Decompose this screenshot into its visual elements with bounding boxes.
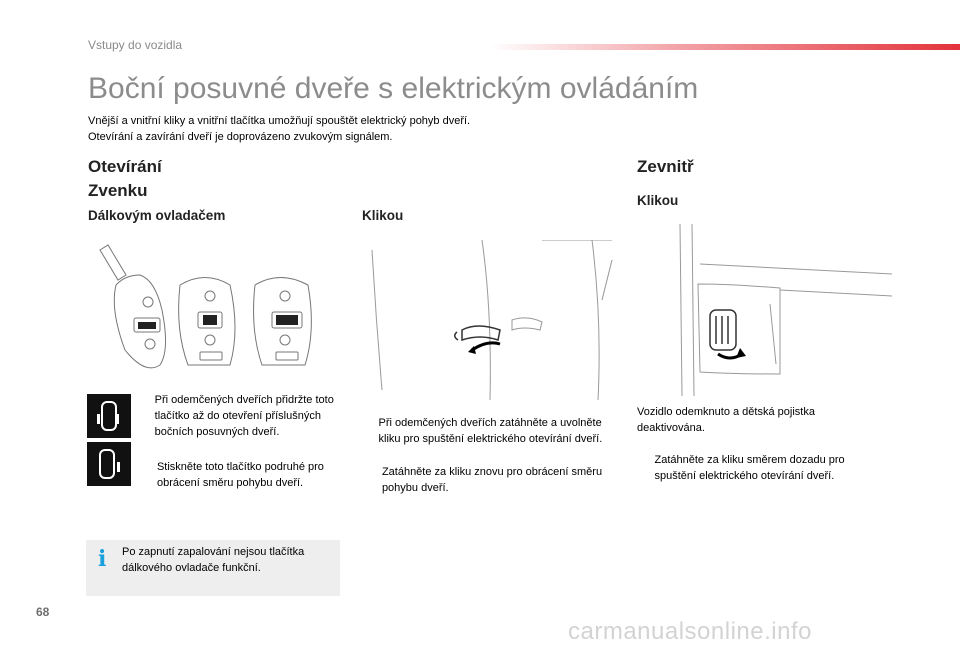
page-title: Boční posuvné dveře s elektrickým ovládáním (88, 72, 699, 105)
bullet-mark (637, 452, 644, 484)
info-box (86, 540, 340, 596)
outside-heading: Zvenku (88, 181, 148, 200)
bullet-mark (140, 392, 145, 440)
watermark: carmanualsonline.info (568, 618, 812, 645)
slide-door-button-icon (87, 394, 131, 438)
header-accent-bar (490, 44, 960, 50)
handle-bullet-1: Při odemčených dveřích zatáhněte a uvolněte kliku pro spuštění elektrického otevírání dveří. (362, 415, 622, 447)
remote-heading: Dálkovým ovladačem (88, 208, 226, 223)
info-icon: i (98, 546, 107, 572)
page-number: 68 (36, 605, 50, 619)
bullet-mark (362, 464, 372, 496)
inside-handle-heading: Klikou (637, 193, 679, 208)
bullet-mark (140, 459, 147, 491)
remote-bullet-1: Při odemčených dveřích přidržte toto tlačítko až do otevření příslušných bočních posuvných dveří. (140, 392, 340, 440)
bullet-mark (362, 415, 369, 447)
inside-note: Vozidlo odemknuto a dětská pojistka deaktivována. (637, 406, 815, 434)
handle-bullet-2: Zatáhněte za kliku znovu pro obrácení směru pohybu dveří. (362, 464, 622, 496)
inside-heading: Zevnitř (637, 157, 694, 176)
intro-line-2: Otevírání a zavírání dveří je doprovázeno zvukovým signálem. (88, 131, 393, 143)
opening-heading: Otevírání (88, 157, 162, 176)
info-text: Po zapnutí zapalování nejsou tlačítka dálkového ovladače funkční. (122, 546, 305, 574)
handle-heading: Klikou (362, 208, 404, 223)
slide-door-button-reverse-icon (87, 442, 131, 486)
intro-text (88, 113, 470, 145)
remote-bullet-2: Stiskněte toto tlačítko podruhé pro obrácení směru pohybu dveří. (140, 459, 340, 491)
remote-keys-illustration (90, 240, 340, 380)
section-header: Vstupy do vozidla (88, 38, 183, 52)
exterior-door-handle-illustration (362, 240, 616, 400)
interior-door-handle-illustration (670, 224, 892, 396)
inside-bullet-1: Zatáhněte za kliku směrem dozadu pro spuštění elektrického otevírání dveří. (637, 452, 887, 484)
intro-line-1: Vnější a vnitřní kliky a vnitřní tlačítka umožňují spouštět elektrický pohyb dveří. (88, 115, 471, 127)
